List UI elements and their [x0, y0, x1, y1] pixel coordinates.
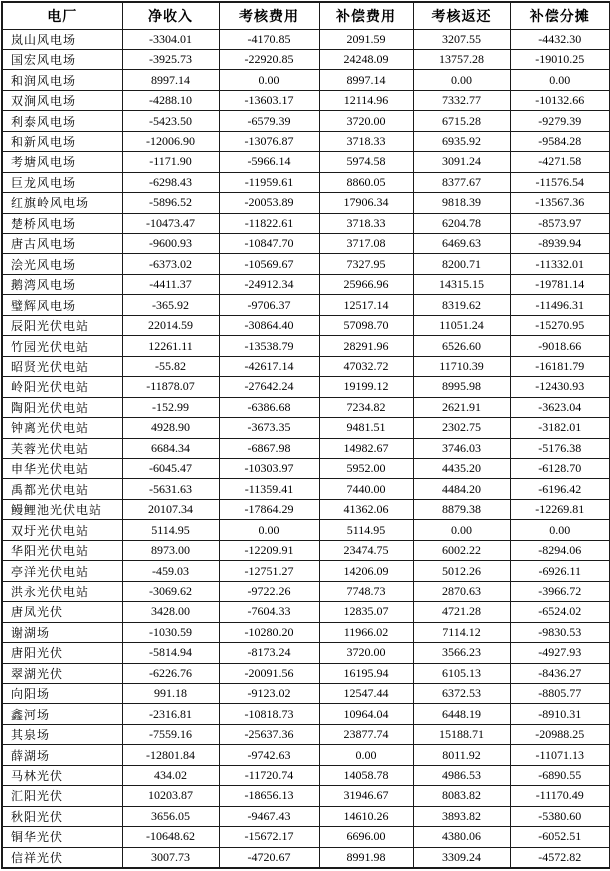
value-cell: -5896.52: [122, 193, 219, 213]
plant-name-cell: 和新风电场: [2, 131, 122, 151]
value-cell: -12006.90: [122, 131, 219, 151]
value-cell: -13603.17: [219, 90, 319, 110]
value-cell: -17864.29: [219, 499, 319, 519]
plant-name-cell: 考塘风电场: [2, 152, 122, 172]
value-cell: -11959.61: [219, 172, 319, 192]
value-cell: -9600.93: [122, 234, 219, 254]
plant-name-cell: 向阳场: [2, 684, 122, 704]
plant-name-cell: 信祥光伏: [2, 847, 122, 868]
value-cell: 24248.09: [319, 49, 413, 69]
settlement-table: [1, 1, 610, 869]
value-cell: 0.00: [219, 70, 319, 90]
value-cell: -6867.98: [219, 438, 319, 458]
value-cell: -7559.16: [122, 724, 219, 744]
plant-name-cell: 铜华光伏: [2, 827, 122, 847]
value-cell: 7332.77: [413, 90, 510, 110]
value-cell: -19010.25: [510, 49, 610, 69]
value-cell: 8860.05: [319, 172, 413, 192]
plant-name-cell: 红旗岭风电场: [2, 193, 122, 213]
value-cell: 8973.00: [122, 540, 219, 560]
plant-name-cell: 亭洋光伏电站: [2, 561, 122, 581]
header-assessment-return: 考核返还: [413, 2, 510, 29]
plant-name-cell: 楚桥风电场: [2, 213, 122, 233]
value-cell: 5974.58: [319, 152, 413, 172]
plant-name-cell: 和润风电场: [2, 70, 122, 90]
value-cell: 12835.07: [319, 602, 413, 622]
value-cell: 3720.00: [319, 643, 413, 663]
table-row: [2, 540, 610, 560]
value-cell: -4271.58: [510, 152, 610, 172]
table-row: [2, 131, 610, 151]
table-row: [2, 622, 610, 642]
value-cell: 4928.90: [122, 418, 219, 438]
value-cell: 31946.67: [319, 786, 413, 806]
value-cell: -9467.43: [219, 806, 319, 826]
table-row: [2, 295, 610, 315]
value-cell: 19199.12: [319, 377, 413, 397]
value-cell: 16195.94: [319, 663, 413, 683]
value-cell: 57098.70: [319, 315, 413, 335]
table-row: [2, 274, 610, 294]
plant-name-cell: 岭阳光伏电站: [2, 377, 122, 397]
value-cell: -11496.31: [510, 295, 610, 315]
value-cell: -10648.62: [122, 827, 219, 847]
plant-name-cell: 其泉场: [2, 724, 122, 744]
value-cell: -20988.25: [510, 724, 610, 744]
table-row: [2, 786, 610, 806]
value-cell: 8200.71: [413, 254, 510, 274]
value-cell: 0.00: [413, 520, 510, 540]
table-row: [2, 234, 610, 254]
value-cell: -8573.97: [510, 213, 610, 233]
value-cell: 8991.98: [319, 847, 413, 868]
value-cell: -6373.02: [122, 254, 219, 274]
plant-name-cell: 薛湖场: [2, 745, 122, 765]
value-cell: -20053.89: [219, 193, 319, 213]
value-cell: 7114.12: [413, 622, 510, 642]
value-cell: -6045.47: [122, 459, 219, 479]
header-plant: 电厂: [2, 2, 122, 29]
table-row: [2, 49, 610, 69]
value-cell: -11170.49: [510, 786, 610, 806]
plant-name-cell: 唐古风电场: [2, 234, 122, 254]
table-row: [2, 90, 610, 110]
value-cell: -5176.38: [510, 438, 610, 458]
value-cell: -10303.97: [219, 459, 319, 479]
value-cell: -12751.27: [219, 561, 319, 581]
value-cell: -10473.47: [122, 213, 219, 233]
value-cell: -3623.04: [510, 397, 610, 417]
value-cell: -8173.24: [219, 643, 319, 663]
value-cell: 15188.71: [413, 724, 510, 744]
value-cell: 3309.24: [413, 847, 510, 868]
value-cell: 2621.91: [413, 397, 510, 417]
value-cell: 10964.04: [319, 704, 413, 724]
value-cell: -3925.73: [122, 49, 219, 69]
value-cell: 47032.72: [319, 356, 413, 376]
table-row: [2, 602, 610, 622]
value-cell: 0.00: [510, 70, 610, 90]
value-cell: -4288.10: [122, 90, 219, 110]
value-cell: -6196.42: [510, 479, 610, 499]
value-cell: 5012.26: [413, 561, 510, 581]
value-cell: 4484.20: [413, 479, 510, 499]
value-cell: 8995.98: [413, 377, 510, 397]
value-cell: -9279.39: [510, 111, 610, 131]
value-cell: -4170.85: [219, 29, 319, 49]
value-cell: -24912.34: [219, 274, 319, 294]
value-cell: 23474.75: [319, 540, 413, 560]
value-cell: 9481.51: [319, 418, 413, 438]
plant-name-cell: 唐阳光伏: [2, 643, 122, 663]
value-cell: 5114.95: [122, 520, 219, 540]
table-row: [2, 827, 610, 847]
value-cell: -5814.94: [122, 643, 219, 663]
value-cell: -152.99: [122, 397, 219, 417]
value-cell: -55.82: [122, 356, 219, 376]
plant-name-cell: 昭贤光伏电站: [2, 356, 122, 376]
value-cell: -12801.84: [122, 745, 219, 765]
plant-name-cell: 洪永光伏电站: [2, 581, 122, 601]
value-cell: 14206.09: [319, 561, 413, 581]
value-cell: -6052.51: [510, 827, 610, 847]
value-cell: 7327.95: [319, 254, 413, 274]
value-cell: 0.00: [510, 520, 610, 540]
value-cell: 3428.00: [122, 602, 219, 622]
value-cell: 6204.78: [413, 213, 510, 233]
value-cell: 14982.67: [319, 438, 413, 458]
plant-name-cell: 利泰风电场: [2, 111, 122, 131]
table-row: [2, 356, 610, 376]
value-cell: 991.18: [122, 684, 219, 704]
value-cell: -5966.14: [219, 152, 319, 172]
table-row: [2, 479, 610, 499]
value-cell: -12430.93: [510, 377, 610, 397]
value-cell: 6526.60: [413, 336, 510, 356]
value-cell: -365.92: [122, 295, 219, 315]
value-cell: -7604.33: [219, 602, 319, 622]
value-cell: -10818.73: [219, 704, 319, 724]
value-cell: -25637.36: [219, 724, 319, 744]
table-row: [2, 724, 610, 744]
plant-name-cell: 马林光伏: [2, 765, 122, 785]
value-cell: 7234.82: [319, 397, 413, 417]
value-cell: -42617.14: [219, 356, 319, 376]
value-cell: 3717.08: [319, 234, 413, 254]
plant-name-cell: 鑫河场: [2, 704, 122, 724]
value-cell: 14610.26: [319, 806, 413, 826]
table-row: [2, 29, 610, 49]
value-cell: -8294.06: [510, 540, 610, 560]
header-assessment-fee: 考核费用: [219, 2, 319, 29]
value-cell: 4986.53: [413, 765, 510, 785]
value-cell: -5380.60: [510, 806, 610, 826]
table-row: [2, 111, 610, 131]
value-cell: 12517.14: [319, 295, 413, 315]
value-cell: 5952.00: [319, 459, 413, 479]
value-cell: -8805.77: [510, 684, 610, 704]
value-cell: -10847.70: [219, 234, 319, 254]
table-row: [2, 663, 610, 683]
header-compensation-share: 补偿分摊: [510, 2, 610, 29]
value-cell: -8436.27: [510, 663, 610, 683]
value-cell: 6372.53: [413, 684, 510, 704]
table-row: [2, 643, 610, 663]
value-cell: 12261.11: [122, 336, 219, 356]
value-cell: -6128.70: [510, 459, 610, 479]
value-cell: 28291.96: [319, 336, 413, 356]
table-row: [2, 765, 610, 785]
value-cell: 8083.82: [413, 786, 510, 806]
plant-name-cell: 翠湖光伏: [2, 663, 122, 683]
value-cell: -5423.50: [122, 111, 219, 131]
table-row: [2, 377, 610, 397]
value-cell: -4720.67: [219, 847, 319, 868]
value-cell: 3207.55: [413, 29, 510, 49]
value-cell: 5114.95: [319, 520, 413, 540]
value-cell: 3718.33: [319, 213, 413, 233]
plant-name-cell: 璧辉风电场: [2, 295, 122, 315]
value-cell: 4435.20: [413, 459, 510, 479]
table-row: [2, 581, 610, 601]
value-cell: 11710.39: [413, 356, 510, 376]
value-cell: -19781.14: [510, 274, 610, 294]
value-cell: -6524.02: [510, 602, 610, 622]
value-cell: 17906.34: [319, 193, 413, 213]
value-cell: -9706.37: [219, 295, 319, 315]
value-cell: 8319.62: [413, 295, 510, 315]
value-cell: -4572.82: [510, 847, 610, 868]
table-row: [2, 745, 610, 765]
value-cell: -13538.79: [219, 336, 319, 356]
value-cell: -22920.85: [219, 49, 319, 69]
value-cell: -9584.28: [510, 131, 610, 151]
value-cell: 14315.15: [413, 274, 510, 294]
value-cell: 12114.96: [319, 90, 413, 110]
table-row: [2, 704, 610, 724]
value-cell: 12547.44: [319, 684, 413, 704]
table-row: [2, 418, 610, 438]
value-cell: -9830.53: [510, 622, 610, 642]
table-row: [2, 397, 610, 417]
value-cell: 9818.39: [413, 193, 510, 213]
value-cell: 0.00: [219, 520, 319, 540]
plant-name-cell: 钟离光伏电站: [2, 418, 122, 438]
table-row: [2, 438, 610, 458]
plant-name-cell: 双涧风电场: [2, 90, 122, 110]
plant-name-cell: 陶阳光伏电站: [2, 397, 122, 417]
value-cell: -11822.61: [219, 213, 319, 233]
plant-name-cell: 辰阳光伏电站: [2, 315, 122, 335]
value-cell: 6002.22: [413, 540, 510, 560]
value-cell: -12209.91: [219, 540, 319, 560]
value-cell: -13567.36: [510, 193, 610, 213]
table-row: [2, 213, 610, 233]
value-cell: 23877.74: [319, 724, 413, 744]
value-cell: 7748.73: [319, 581, 413, 601]
value-cell: 3007.73: [122, 847, 219, 868]
value-cell: -13076.87: [219, 131, 319, 151]
value-cell: -9722.26: [219, 581, 319, 601]
value-cell: -4432.30: [510, 29, 610, 49]
plant-name-cell: 秋阳光伏: [2, 806, 122, 826]
plant-name-cell: 岚山风电场: [2, 29, 122, 49]
value-cell: -16181.79: [510, 356, 610, 376]
value-cell: 20107.34: [122, 499, 219, 519]
value-cell: -12269.81: [510, 499, 610, 519]
value-cell: -6226.76: [122, 663, 219, 683]
value-cell: -6890.55: [510, 765, 610, 785]
plant-name-cell: 禹都光伏电站: [2, 479, 122, 499]
plant-name-cell: 华阳光伏电站: [2, 540, 122, 560]
value-cell: 3746.03: [413, 438, 510, 458]
value-cell: -11720.74: [219, 765, 319, 785]
value-cell: 8377.67: [413, 172, 510, 192]
value-cell: 6469.63: [413, 234, 510, 254]
plant-name-cell: 巨龙风电场: [2, 172, 122, 192]
table-row: [2, 847, 610, 868]
value-cell: -459.03: [122, 561, 219, 581]
value-cell: -11576.54: [510, 172, 610, 192]
value-cell: 3566.23: [413, 643, 510, 663]
value-cell: -3966.72: [510, 581, 610, 601]
value-cell: -11332.01: [510, 254, 610, 274]
plant-name-cell: 谢湖场: [2, 622, 122, 642]
value-cell: 6935.92: [413, 131, 510, 151]
value-cell: 8879.38: [413, 499, 510, 519]
value-cell: -15672.17: [219, 827, 319, 847]
value-cell: -30864.40: [219, 315, 319, 335]
value-cell: 3656.05: [122, 806, 219, 826]
value-cell: -20091.56: [219, 663, 319, 683]
value-cell: -10280.20: [219, 622, 319, 642]
value-cell: 11051.24: [413, 315, 510, 335]
value-cell: -8910.31: [510, 704, 610, 724]
header-row: [2, 2, 610, 29]
table-row: [2, 254, 610, 274]
table-body: [2, 29, 610, 868]
value-cell: -1171.90: [122, 152, 219, 172]
value-cell: -2316.81: [122, 704, 219, 724]
value-cell: -9742.63: [219, 745, 319, 765]
value-cell: -8939.94: [510, 234, 610, 254]
value-cell: 11966.02: [319, 622, 413, 642]
value-cell: 3720.00: [319, 111, 413, 131]
value-cell: -4927.93: [510, 643, 610, 663]
value-cell: -5631.63: [122, 479, 219, 499]
header-net-income: 净收入: [122, 2, 219, 29]
plant-name-cell: 唐凤光伏: [2, 602, 122, 622]
value-cell: 3718.33: [319, 131, 413, 151]
value-cell: 6105.13: [413, 663, 510, 683]
table-row: [2, 70, 610, 90]
value-cell: 41362.06: [319, 499, 413, 519]
plant-name-cell: 双圩光伏电站: [2, 520, 122, 540]
value-cell: 22014.59: [122, 315, 219, 335]
plant-name-cell: 汇阳光伏: [2, 786, 122, 806]
value-cell: -3304.01: [122, 29, 219, 49]
plant-name-cell: 申华光伏电站: [2, 459, 122, 479]
value-cell: -6298.43: [122, 172, 219, 192]
value-cell: -11071.13: [510, 745, 610, 765]
value-cell: 7440.00: [319, 479, 413, 499]
value-cell: -11359.41: [219, 479, 319, 499]
value-cell: -11878.07: [122, 377, 219, 397]
table-row: [2, 520, 610, 540]
value-cell: 6448.19: [413, 704, 510, 724]
value-cell: 13757.28: [413, 49, 510, 69]
table-header: [2, 2, 610, 29]
value-cell: 6684.34: [122, 438, 219, 458]
table-row: [2, 152, 610, 172]
value-cell: -4411.37: [122, 274, 219, 294]
value-cell: 6715.28: [413, 111, 510, 131]
value-cell: -3182.01: [510, 418, 610, 438]
value-cell: -1030.59: [122, 622, 219, 642]
value-cell: 0.00: [319, 745, 413, 765]
plant-name-cell: 竹园光伏电站: [2, 336, 122, 356]
table-row: [2, 315, 610, 335]
value-cell: 10203.87: [122, 786, 219, 806]
value-cell: -18656.13: [219, 786, 319, 806]
plant-name-cell: 鳗鲤池光伏电站: [2, 499, 122, 519]
value-cell: 2302.75: [413, 418, 510, 438]
value-cell: 2091.59: [319, 29, 413, 49]
table-row: [2, 684, 610, 704]
value-cell: -10569.67: [219, 254, 319, 274]
table-row: [2, 561, 610, 581]
value-cell: -6386.68: [219, 397, 319, 417]
value-cell: 0.00: [413, 70, 510, 90]
value-cell: 3893.82: [413, 806, 510, 826]
table-row: [2, 336, 610, 356]
value-cell: 3091.24: [413, 152, 510, 172]
table-row: [2, 172, 610, 192]
table-row: [2, 459, 610, 479]
value-cell: -15270.95: [510, 315, 610, 335]
value-cell: -9018.66: [510, 336, 610, 356]
value-cell: 4721.28: [413, 602, 510, 622]
table-row: [2, 499, 610, 519]
value-cell: -9123.02: [219, 684, 319, 704]
value-cell: 6696.00: [319, 827, 413, 847]
value-cell: -27642.24: [219, 377, 319, 397]
plant-name-cell: 国宏风电场: [2, 49, 122, 69]
value-cell: 8997.14: [319, 70, 413, 90]
plant-name-cell: 鹅湾风电场: [2, 274, 122, 294]
value-cell: -6926.11: [510, 561, 610, 581]
value-cell: -6579.39: [219, 111, 319, 131]
value-cell: 25966.96: [319, 274, 413, 294]
value-cell: 8997.14: [122, 70, 219, 90]
value-cell: 8011.92: [413, 745, 510, 765]
plant-name-cell: 芙蓉光伏电站: [2, 438, 122, 458]
value-cell: -3673.35: [219, 418, 319, 438]
value-cell: 14058.78: [319, 765, 413, 785]
value-cell: -10132.66: [510, 90, 610, 110]
value-cell: 2870.63: [413, 581, 510, 601]
table-row: [2, 193, 610, 213]
table-row: [2, 806, 610, 826]
plant-name-cell: 浍光风电场: [2, 254, 122, 274]
value-cell: 434.02: [122, 765, 219, 785]
value-cell: 4380.06: [413, 827, 510, 847]
value-cell: -3069.62: [122, 581, 219, 601]
header-compensation-fee: 补偿费用: [319, 2, 413, 29]
